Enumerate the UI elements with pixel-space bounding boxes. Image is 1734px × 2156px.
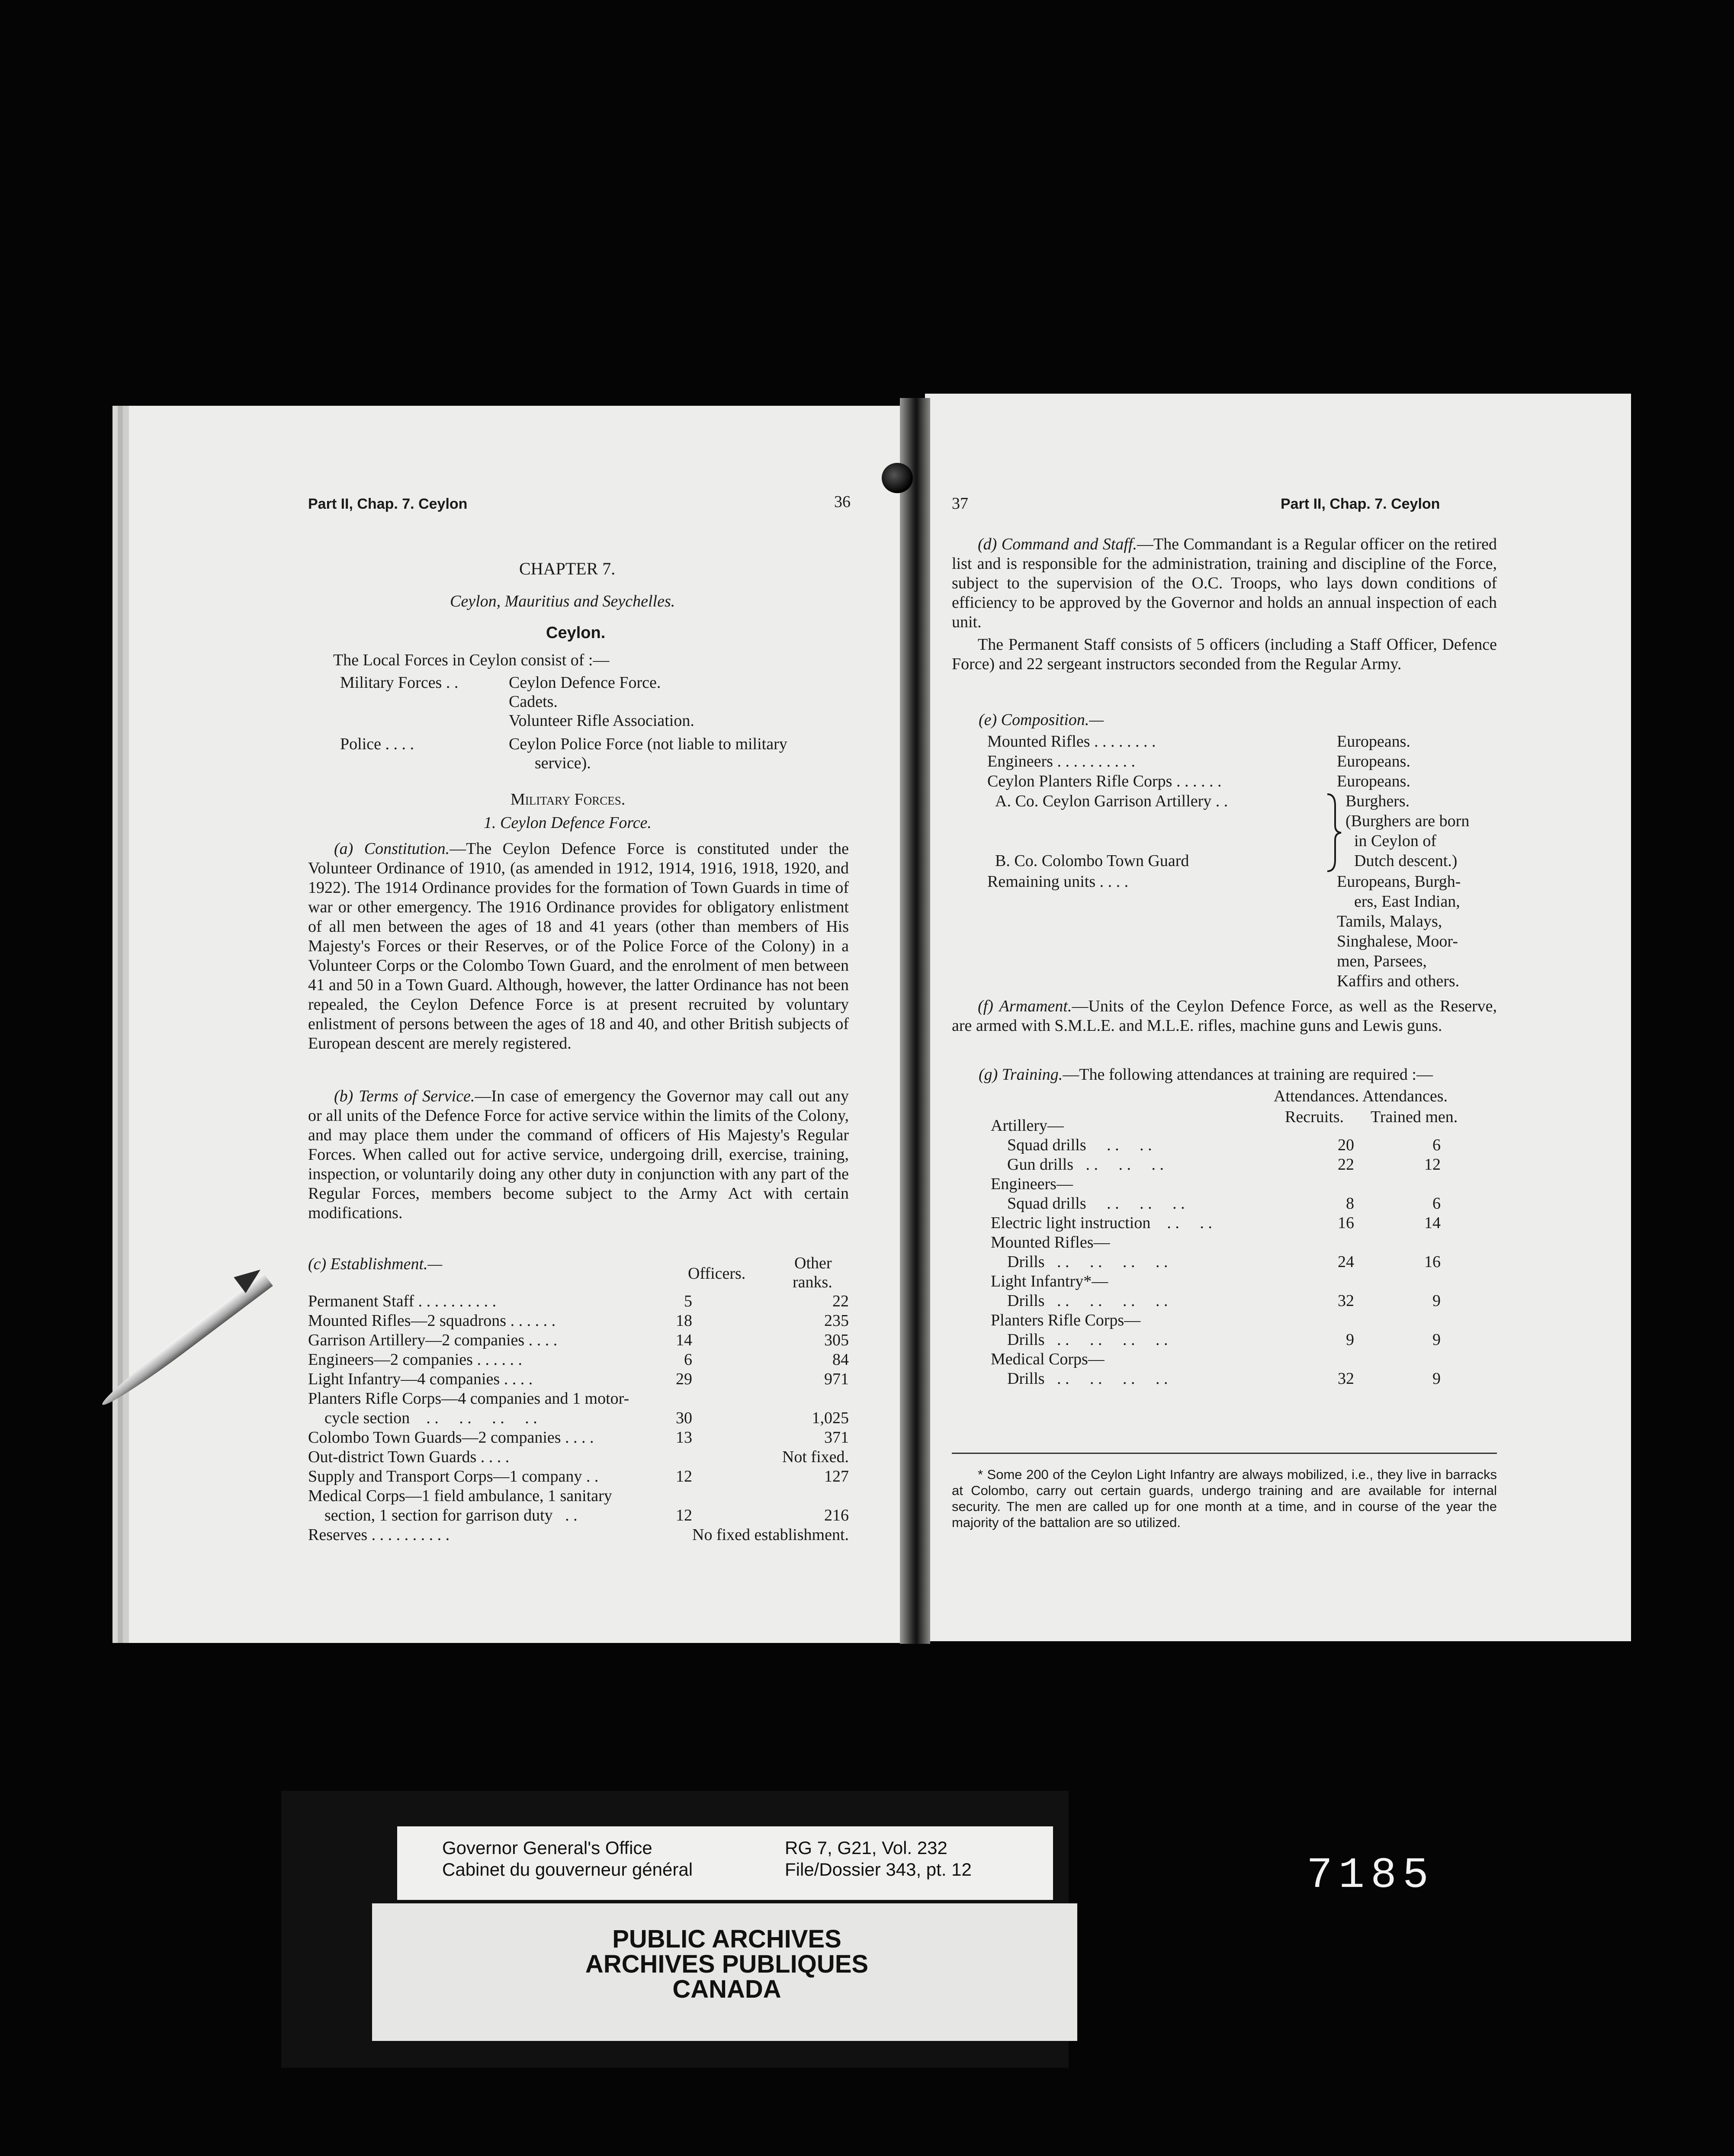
table-cell: Drills . . . . . . . . bbox=[991, 1370, 1168, 1388]
terms-paragraph bbox=[308, 1087, 849, 1223]
table-row bbox=[991, 1213, 1480, 1233]
table-cell: Drills . . . . . . . . bbox=[991, 1253, 1168, 1271]
col-trained: Trained men. bbox=[1371, 1108, 1458, 1126]
table-row bbox=[991, 1330, 1480, 1350]
composition-unit: A. Co. Ceylon Garrison Artillery . . bbox=[995, 792, 1228, 810]
binding-clip bbox=[882, 463, 913, 493]
table-cell: 29 bbox=[676, 1370, 692, 1388]
establishment-label: (c) Establishment.— bbox=[308, 1255, 443, 1273]
table-cell bbox=[1307, 1116, 1354, 1136]
archive-stamp-line3: CANADA bbox=[672, 1975, 781, 2003]
table-cell bbox=[1354, 1116, 1480, 1136]
table-cell: 8 bbox=[1346, 1194, 1354, 1213]
table-row bbox=[308, 1408, 849, 1428]
table-cell: 1,025 bbox=[812, 1409, 849, 1427]
office-name-fr: Cabinet du gouverneur général bbox=[442, 1859, 693, 1880]
table-cell bbox=[653, 1525, 692, 1545]
table-cell: Garrison Artillery—2 companies . . . . bbox=[308, 1331, 558, 1349]
table-cell: 12 bbox=[676, 1506, 692, 1524]
table-cell: 6 bbox=[684, 1351, 692, 1369]
table-cell: 216 bbox=[824, 1506, 849, 1524]
table-cell: No fixed establishment. bbox=[692, 1526, 849, 1544]
table-cell bbox=[1354, 1311, 1480, 1330]
table-cell: Supply and Transport Corps—1 company . . bbox=[308, 1467, 599, 1485]
training-text: —The following attendances at training are required :— bbox=[1063, 1065, 1433, 1084]
table-cell bbox=[692, 1486, 849, 1506]
composition-desc: in Ceylon of bbox=[1354, 832, 1436, 850]
table-cell: Planters Rifle Corps—4 companies and 1 motor- bbox=[308, 1389, 629, 1408]
table-cell: Mounted Rifles— bbox=[991, 1233, 1110, 1251]
table-row bbox=[308, 1486, 849, 1506]
composition-label: (e) Composition.— bbox=[979, 711, 1104, 729]
table-row bbox=[308, 1447, 849, 1467]
terms-label: (b) Terms of Service. bbox=[334, 1087, 475, 1105]
table-cell: Engineers—2 companies . . . . . . bbox=[308, 1351, 522, 1369]
table-cell: 22 bbox=[1338, 1155, 1354, 1174]
file-number: File/Dossier 343, pt. 12 bbox=[785, 1859, 972, 1880]
table-row bbox=[991, 1272, 1480, 1291]
table-row bbox=[308, 1311, 849, 1331]
table-row bbox=[991, 1291, 1480, 1311]
table-cell: 32 bbox=[1338, 1292, 1354, 1310]
forces-military-item: Volunteer Rifle Association. bbox=[509, 712, 694, 730]
table-cell: Reserves . . . . . . . . . . bbox=[308, 1526, 450, 1544]
composition-desc: Europeans. bbox=[1337, 772, 1410, 790]
table-cell: Artillery— bbox=[991, 1116, 1064, 1135]
permanent-staff-paragraph: The Permanent Staff consists of 5 officers (including a Staff Officer, Defence Force) and 22 sergeant instructors seconded from the Regular Army. bbox=[952, 635, 1497, 673]
table-row bbox=[308, 1292, 849, 1311]
composition-desc: Singhalese, Moor- bbox=[1337, 932, 1458, 950]
table-row bbox=[991, 1174, 1480, 1194]
table-cell: Out-district Town Guards . . . . bbox=[308, 1448, 510, 1466]
table-row bbox=[991, 1252, 1480, 1272]
table-cell: 30 bbox=[676, 1409, 692, 1427]
command-label: (d) Command and Staff. bbox=[978, 535, 1137, 553]
section-heading: Ceylon. bbox=[546, 624, 606, 642]
table-row bbox=[991, 1369, 1480, 1389]
col-other-ranks: ranks. bbox=[793, 1273, 832, 1291]
table-cell bbox=[1307, 1311, 1354, 1330]
table-cell: 13 bbox=[676, 1428, 692, 1447]
table-row bbox=[991, 1233, 1480, 1252]
table-cell: cycle section . . . . . . . . bbox=[308, 1409, 537, 1427]
forces-military-item: Cadets. bbox=[509, 693, 558, 711]
table-cell bbox=[653, 1389, 692, 1408]
table-cell: Gun drills . . . . . . bbox=[991, 1155, 1164, 1174]
table-cell: 6 bbox=[1432, 1194, 1441, 1213]
table-cell: Planters Rifle Corps— bbox=[991, 1311, 1141, 1329]
table-row bbox=[308, 1525, 849, 1545]
footnote: * Some 200 of the Ceylon Light Infantry are always mobilized, i.e., they live in barracks at Colombo, carry out certain guards, undergo training and are available for internal security. The men are called up for one month at a time, and in course of the year the majority of the battalion are so utilized. bbox=[952, 1467, 1497, 1530]
table-cell: Not fixed. bbox=[782, 1448, 849, 1466]
table-row bbox=[308, 1428, 849, 1447]
table-cell: 24 bbox=[1338, 1253, 1354, 1271]
table-cell: 127 bbox=[824, 1467, 849, 1485]
table-cell bbox=[653, 1486, 692, 1506]
table-cell: Squad drills . . . . bbox=[991, 1136, 1152, 1154]
chapter-subtitle: Ceylon, Mauritius and Seychelles. bbox=[450, 592, 675, 610]
table-cell: Squad drills . . . . . . bbox=[991, 1194, 1185, 1213]
composition-unit: Ceylon Planters Rifle Corps . . . . . . bbox=[987, 772, 1222, 790]
footnote-rule bbox=[952, 1453, 1497, 1454]
table-row bbox=[308, 1506, 849, 1525]
right-page-number: 37 bbox=[952, 494, 968, 513]
table-cell: 32 bbox=[1338, 1370, 1354, 1388]
training-label: (g) Training. bbox=[979, 1065, 1063, 1084]
table-cell: Medical Corps— bbox=[991, 1350, 1105, 1368]
table-row bbox=[991, 1350, 1480, 1369]
constitution-label: (a) Constitution. bbox=[334, 840, 450, 858]
command-text: —The Commandant is a Regular officer on the retired list and is responsible for the administration, training and discipline of the Force, subject to the supervision of the O.C. Troops, who lays down conditions of efficiency to be approved by the Governor and holds an annual inspection of each unit. bbox=[952, 535, 1497, 631]
table-row bbox=[308, 1467, 849, 1486]
composition-desc: Kaffirs and others. bbox=[1337, 972, 1460, 990]
table-cell: 12 bbox=[1424, 1155, 1441, 1174]
table-row bbox=[308, 1331, 849, 1350]
archive-stamp-line2: ARCHIVES PUBLIQUES bbox=[585, 1950, 869, 1978]
composition-desc: Dutch descent.) bbox=[1354, 852, 1458, 870]
establishment-table bbox=[308, 1292, 849, 1545]
cdf-heading: 1. Ceylon Defence Force. bbox=[484, 814, 652, 832]
office-name-en: Governor General's Office bbox=[442, 1838, 652, 1858]
table-cell bbox=[1307, 1350, 1354, 1369]
forces-police-item: service). bbox=[535, 754, 591, 772]
table-cell bbox=[1307, 1233, 1354, 1252]
composition-brace bbox=[1326, 792, 1343, 873]
left-page-number: 36 bbox=[834, 493, 851, 511]
table-row bbox=[308, 1350, 849, 1370]
table-cell bbox=[653, 1447, 692, 1467]
table-cell: 9 bbox=[1346, 1331, 1354, 1349]
left-running-header: Part II, Chap. 7. Ceylon bbox=[308, 496, 468, 512]
table-cell: 371 bbox=[824, 1428, 849, 1447]
composition-desc: Burghers. bbox=[1345, 792, 1410, 810]
table-cell: 20 bbox=[1338, 1136, 1354, 1154]
composition-desc: Europeans. bbox=[1337, 752, 1410, 770]
table-cell: 16 bbox=[1338, 1214, 1354, 1232]
table-cell: Light Infantry*— bbox=[991, 1272, 1108, 1290]
table-cell: Electric light instruction . . . . bbox=[991, 1214, 1212, 1232]
composition-unit: B. Co. Colombo Town Guard bbox=[995, 852, 1189, 870]
constitution-text: —The Ceylon Defence Force is constituted under the Volunteer Ordinance of 1910, (as amended in 1912, 1914, 1916, 1918, 1920, and 1922). The 1914 Ordinance provides for the formation of Town Guards in time of war or other emergency. The 1916 Ordinance provides for obligatory enlistment of all men between the ages of 18 and 41 years (other than members of His Majesty's Forces or their Reserves, or of the Police Force of the Colony) in a Volunteer Corps or the Colombo Town Guard, and the enrolment of men between 41 and 50 in a Town Guard. Although, however, the latter Ordinance has not been repealed, the Ceylon Defence Force is at present recruited by voluntary enlistment of persons between the ages of 18 and 40, and other British subjects of European descent are merely registered. bbox=[308, 840, 849, 1052]
table-cell: Drills . . . . . . . . bbox=[991, 1292, 1168, 1310]
table-cell: Mounted Rifles—2 squadrons . . . . . . bbox=[308, 1312, 556, 1330]
constitution-paragraph bbox=[308, 839, 849, 1053]
table-cell bbox=[692, 1389, 849, 1408]
table-cell: Engineers— bbox=[991, 1175, 1073, 1193]
composition-desc: Europeans. bbox=[1337, 732, 1410, 751]
table-cell: 84 bbox=[832, 1351, 849, 1369]
table-cell bbox=[1354, 1272, 1480, 1291]
forces-police-label: Police . . . . bbox=[340, 735, 414, 753]
command-paragraph bbox=[952, 535, 1497, 632]
table-cell: 5 bbox=[684, 1292, 692, 1310]
composition-unit: Mounted Rifles . . . . . . . . bbox=[987, 732, 1156, 751]
table-cell: 9 bbox=[1432, 1370, 1441, 1388]
table-cell: 305 bbox=[824, 1331, 849, 1349]
forces-military-label: Military Forces . . bbox=[340, 674, 459, 692]
table-cell: Permanent Staff . . . . . . . . . . bbox=[308, 1292, 497, 1310]
table-cell bbox=[1307, 1174, 1354, 1194]
table-row bbox=[991, 1116, 1480, 1136]
attendance-header: Attendances. Attendances. bbox=[1274, 1087, 1448, 1105]
composition-desc: (Burghers are born bbox=[1345, 812, 1470, 830]
archive-stamp-line1: PUBLIC ARCHIVES bbox=[612, 1925, 841, 1953]
table-cell: 235 bbox=[824, 1312, 849, 1330]
table-cell: 14 bbox=[1424, 1214, 1441, 1232]
terms-text: —In case of emergency the Governor may call out any or all units of the Defence Force for active service within the limits of the Colony, and may place them under the command of officers of His Majesty's Regular Forces. When called out for active service, undergoing drill, exercise, training, inspection, or voluntarily doing any other duty in conjunction with any part of the Regular Forces, members become subject to the Army Act with certain modifications. bbox=[308, 1087, 849, 1222]
frame-number: 7185 bbox=[1307, 1851, 1435, 1900]
composition-desc: men, Parsees, bbox=[1337, 952, 1427, 970]
table-row bbox=[991, 1311, 1480, 1330]
composition-desc: Europeans, Burgh- bbox=[1337, 873, 1461, 891]
table-row bbox=[991, 1194, 1480, 1213]
armament-paragraph bbox=[952, 997, 1497, 1036]
table-row bbox=[991, 1136, 1480, 1155]
table-cell bbox=[1307, 1272, 1354, 1291]
col-officers: Officers. bbox=[688, 1264, 746, 1283]
training-paragraph bbox=[979, 1065, 1433, 1084]
composition-unit: Engineers . . . . . . . . . . bbox=[987, 752, 1135, 770]
forces-military-item: Ceylon Defence Force. bbox=[509, 674, 661, 692]
armament-text: —Units of the Ceylon Defence Force, as well as the Reserve, are armed with S.M.L.E. and M.L.E. rifles, machine guns and Lewis guns. bbox=[952, 997, 1497, 1035]
table-cell bbox=[1354, 1174, 1480, 1194]
training-table bbox=[991, 1116, 1480, 1389]
table-cell: 16 bbox=[1424, 1253, 1441, 1271]
table-cell: Colombo Town Guards—2 companies . . . . bbox=[308, 1428, 594, 1447]
composition-unit: Remaining units . . . . bbox=[987, 873, 1129, 891]
table-cell bbox=[1354, 1233, 1480, 1252]
table-cell: Medical Corps—1 field ambulance, 1 sanitary bbox=[308, 1487, 612, 1505]
table-cell: 12 bbox=[676, 1467, 692, 1485]
table-cell: 14 bbox=[676, 1331, 692, 1349]
composition-desc: Tamils, Malays, bbox=[1337, 912, 1442, 930]
table-cell: section, 1 section for garrison duty . . bbox=[308, 1506, 578, 1524]
table-row bbox=[308, 1389, 849, 1408]
col-recruits: Recruits. bbox=[1285, 1108, 1344, 1126]
armament-label: (f) Armament. bbox=[978, 997, 1072, 1015]
composition-desc: ers, East Indian, bbox=[1354, 892, 1460, 911]
table-cell: 9 bbox=[1432, 1331, 1441, 1349]
table-cell: 971 bbox=[824, 1370, 849, 1388]
table-cell bbox=[1354, 1350, 1480, 1369]
military-forces-heading: Military Forces. bbox=[511, 790, 626, 808]
col-other: Other bbox=[794, 1254, 832, 1272]
table-cell: 22 bbox=[832, 1292, 849, 1310]
book-gutter bbox=[900, 398, 930, 1644]
record-group: RG 7, G21, Vol. 232 bbox=[785, 1838, 947, 1858]
table-cell: 9 bbox=[1432, 1292, 1441, 1310]
forces-police-item: Ceylon Police Force (not liable to military bbox=[509, 735, 787, 753]
table-cell: Drills . . . . . . . . bbox=[991, 1331, 1168, 1349]
table-cell: 6 bbox=[1432, 1136, 1441, 1154]
table-row bbox=[308, 1370, 849, 1389]
intro-text: The Local Forces in Ceylon consist of :— bbox=[333, 651, 610, 669]
table-cell: Light Infantry—4 companies . . . . bbox=[308, 1370, 533, 1388]
chapter-heading: CHAPTER 7. bbox=[519, 559, 616, 578]
right-running-header: Part II, Chap. 7. Ceylon bbox=[1281, 496, 1440, 512]
table-cell: 18 bbox=[676, 1312, 692, 1330]
table-row bbox=[991, 1155, 1480, 1174]
